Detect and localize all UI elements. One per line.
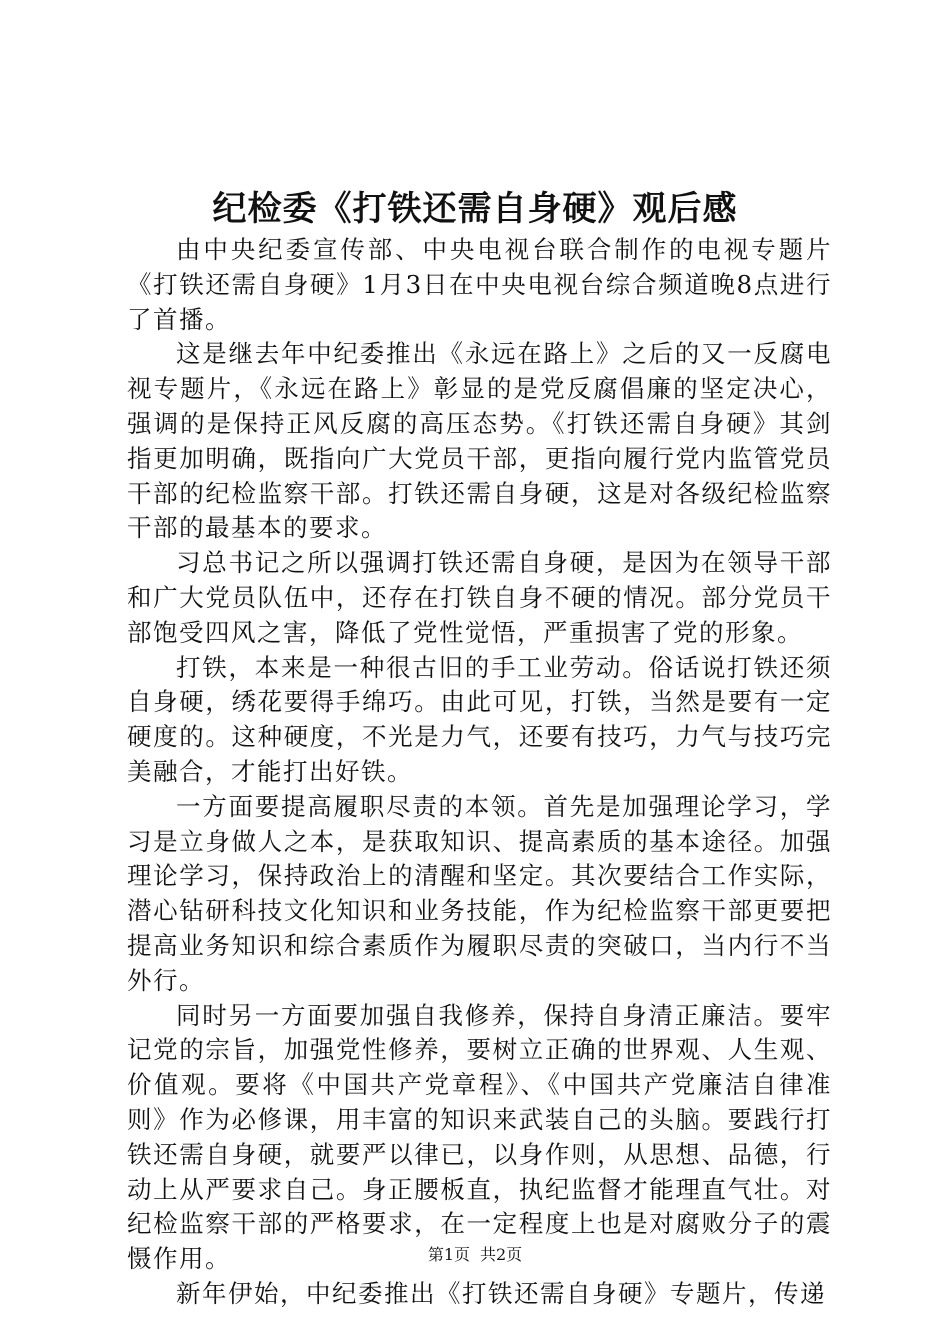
document-title: 纪检委《打铁还需自身硬》观后感 <box>212 189 738 229</box>
paragraph: 这是继去年中纪委推出《永远在路上》之后的又一反腐电视专题片，《永远在路上》彰显的是党反腐倡廉的坚定决心，强调的是保持正风反腐的高压态势。《打铁还需自身硬》其剑指更加明确，既指向广大党员干部，更指向履行党内监管党员干部的纪检监察干部。打铁还需自身硬，这是对各级纪检监察干部的最基本的要求。 <box>127 339 832 543</box>
paragraph: 由中央纪委宣传部、中央电视台联合制作的电视专题片《打铁还需自身硬》1月3日在中央电视台综合频道晚8点进行了首播。 <box>127 235 832 334</box>
page-total: 共2页 <box>480 1245 523 1264</box>
document-body <box>127 233 832 1312</box>
paragraph: 同时另一方面要加强自我修养，保持自身清正廉洁。要牢记党的宗旨，加强党性修养，要树立正确的世界观、人生观、价值观。要将《中国共产党章程》、《中国共产党廉洁自律准则》作为必修课，用丰富的知识来武装自己的头脑。要践行打铁还需自身硬，就要严以律已，以身作则，从思想、品德，行动上从严要求自己。身正腰板直，执纪监督才能理直气壮。对纪检监察干部的严格要求，在一定程度上也是对腐败分子的震慑作用。 <box>127 1000 832 1274</box>
paragraph: 新年伊始，中纪委推出《打铁还需自身硬》专题片，传递 <box>176 1278 826 1308</box>
paragraph: 打铁，本来是一种很古旧的手工业劳动。俗话说打铁还须自身硬，绣花要得手绵巧。由此可见，打铁，当然是要有一定硬度的。这种硬度，不光是力气，还要有技巧，力气与技巧完美融合，才能打出好铁。 <box>127 652 832 786</box>
paragraph: 习总书记之所以强调打铁还需自身硬，是因为在领导干部和广大党员队伍中，还存在打铁自身不硬的情况。部分党员干部饱受四风之害，降低了党性觉悟，严重损害了党的形象。 <box>127 548 832 647</box>
page-footer <box>0 1244 950 1266</box>
page-number: 第1页 <box>427 1245 470 1264</box>
paragraph: 一方面要提高履职尽责的本领。首先是加强理论学习，学习是立身做人之本，是获取知识、提高素质的基本途径。加强理论学习，保持政治上的清醒和坚定。其次要结合工作实际，潜心钻研科技文化知识和业务技能，作为纪检监察干部更要把提高业务知识和综合素质作为履职尽责的突破口，当内行不当外行。 <box>127 791 832 995</box>
